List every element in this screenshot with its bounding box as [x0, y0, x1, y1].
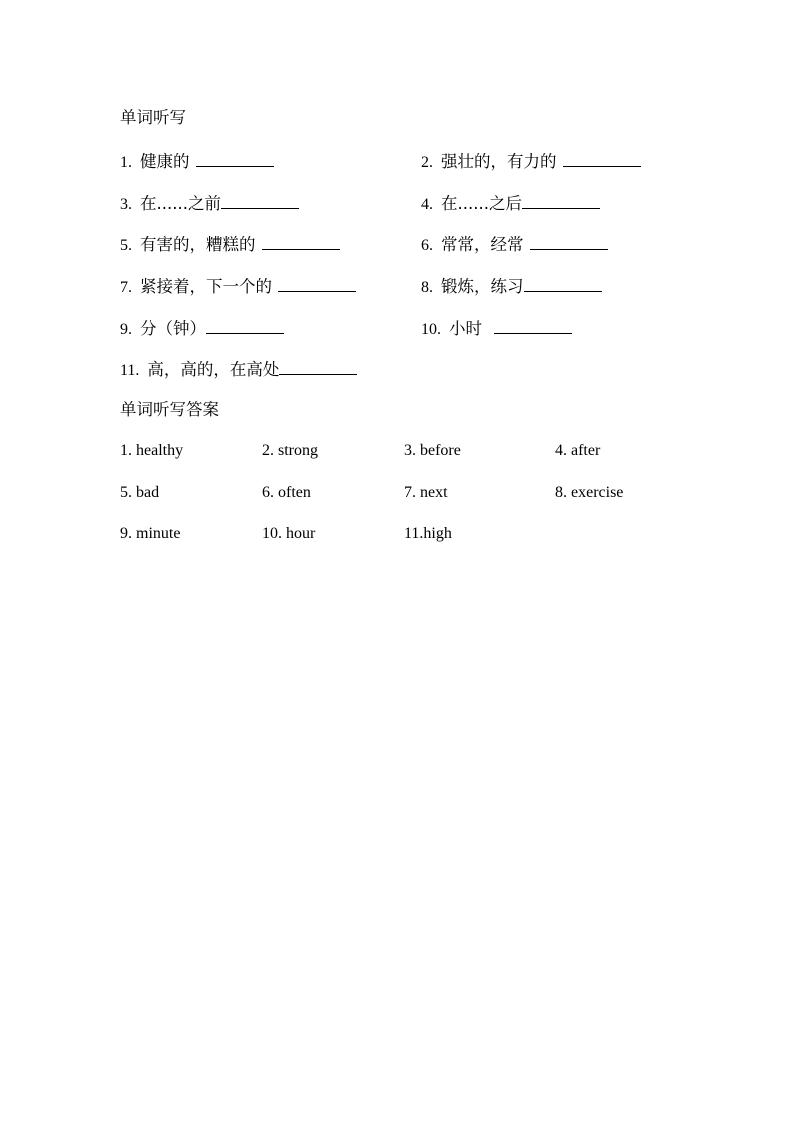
- answer-blank[interactable]: [563, 150, 641, 167]
- answer-item: 9. minute: [120, 525, 181, 542]
- answer-item: 10. hour: [262, 525, 316, 542]
- answer-item: 7. next: [404, 484, 448, 501]
- dictation-item-10: 10. 小时: [421, 317, 572, 340]
- answer-blank[interactable]: [494, 317, 572, 334]
- answer-item: 5. bad: [120, 484, 160, 501]
- answer-blank[interactable]: [279, 358, 357, 375]
- dictation-item-5: 5. 有害的，糟糕的: [120, 233, 340, 256]
- answer-blank[interactable]: [524, 275, 602, 292]
- dictation-item-7: 7. 紧接着，下一个的: [120, 275, 356, 298]
- answers-title: 单词听写答案: [120, 400, 219, 419]
- answer-blank[interactable]: [206, 317, 284, 334]
- dictation-item-1: 1. 健康的: [120, 150, 274, 173]
- answer-blank[interactable]: [221, 192, 299, 209]
- answer-blank[interactable]: [530, 233, 608, 250]
- dictation-item-6: 6. 常常，经常: [421, 233, 608, 256]
- answer-item: 2. strong: [262, 442, 318, 459]
- answer-blank[interactable]: [278, 275, 356, 292]
- dictation-item-4: 4. 在......之后: [421, 192, 600, 215]
- answer-item: 4. after: [555, 442, 601, 459]
- dictation-item-2: 2. 强壮的，有力的: [421, 150, 641, 173]
- answer-blank[interactable]: [262, 233, 340, 250]
- answer-blank[interactable]: [522, 192, 600, 209]
- answer-item: 6. often: [262, 484, 311, 501]
- dictation-item-3: 3. 在......之前: [120, 192, 299, 215]
- dictation-item-8: 8. 锻炼，练习: [421, 275, 602, 298]
- answer-blank[interactable]: [196, 150, 274, 167]
- answer-item: 1. healthy: [120, 442, 184, 459]
- answer-item: 8. exercise: [555, 484, 624, 501]
- dictation-title: 单词听写: [120, 108, 186, 127]
- answer-item: 11.high: [404, 525, 452, 542]
- answer-item: 3. before: [404, 442, 461, 459]
- dictation-item-9: 9. 分（钟）: [120, 317, 284, 340]
- dictation-item-11: 11. 高，高的，在高处: [120, 358, 357, 381]
